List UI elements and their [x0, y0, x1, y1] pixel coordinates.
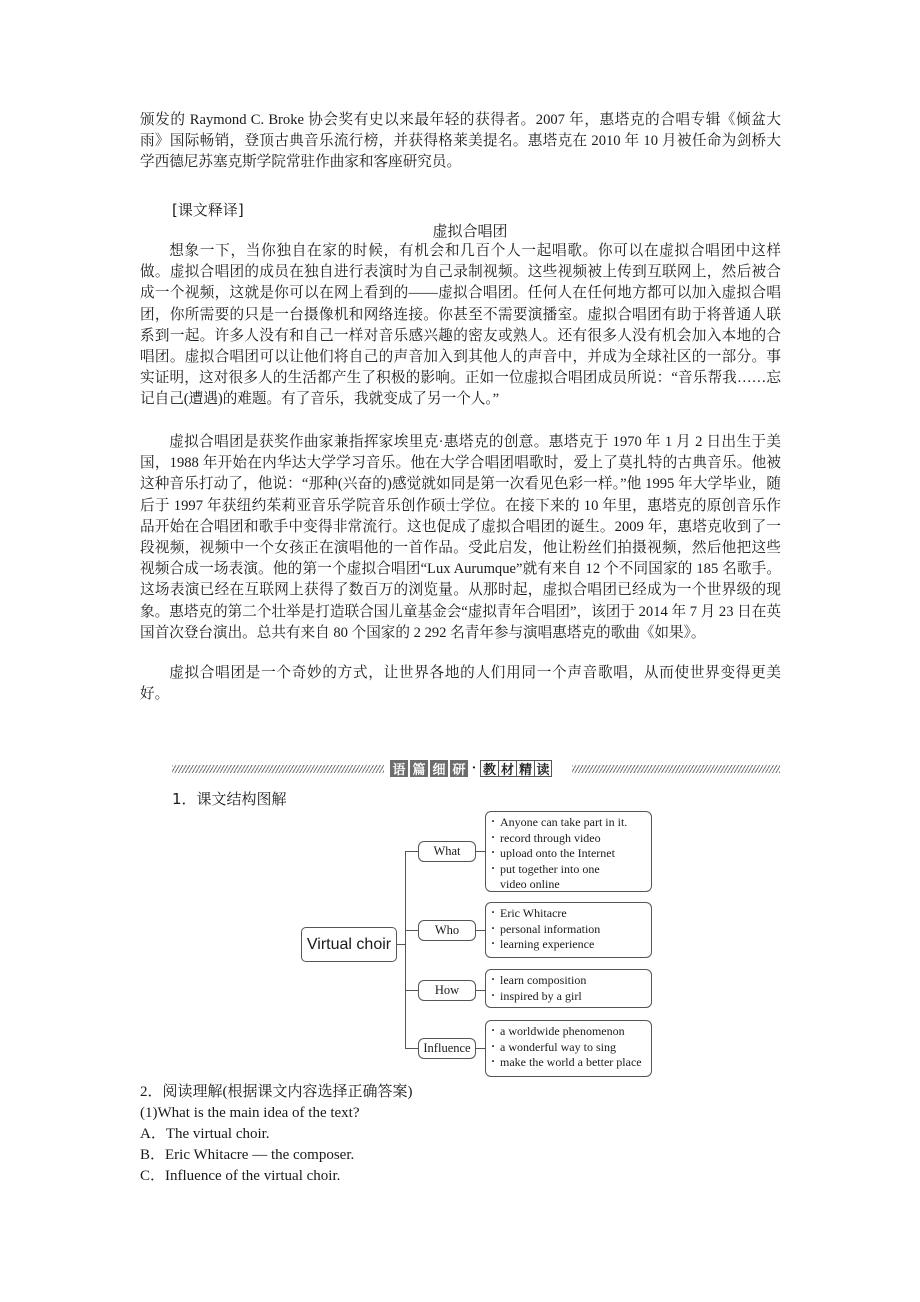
diagram-item: · make the world a better place — [491, 1055, 651, 1071]
connector-what — [405, 851, 418, 852]
banner-tile: 篇 — [410, 760, 428, 777]
question-1: (1)What is the main idea of the text? — [140, 1105, 360, 1121]
diagram-root-node: Virtual choir — [301, 927, 397, 962]
translation-paragraph-1: 想象一下，当你独自在家的时候，有机会和几百个人一起唱歌。你可以在虚拟合唱团中这样做。虚拟合唱团的成员在独自进行表演时为自己录制视频。这些视频被上传到互联网上，然后被合成一个视频，这就是你可以在网上看到的——虚拟合唱团。任何人在任何地方都可以加入虚拟合唱团，你所需要的只是一台摄像机和网络连接。你甚至不需要演播室。虚拟合唱团有助于将普通人联系到一起。许多人没有和自己一样对音乐感兴趣的密友或熟人。还有很多人没有机会加入本地的合唱团。虚拟合唱团可以让他们将自己的声音加入到其他人的声音中，并成为全球社区的一部分。事实证明，这对很多人的生活都产生了积极的影响。正如一位虚拟合唱团成员所说：“音乐帮我……忘记自己(遭遇)的难题。有了音乐，我就变成了另一个人。” — [140, 243, 781, 408]
connector-how — [405, 990, 418, 991]
connector-trunk — [405, 851, 406, 1049]
diagram-item: · upload onto the Internet — [491, 846, 651, 862]
diagram-item: · inspired by a girl — [491, 989, 651, 1005]
diagram-item: · record through video — [491, 831, 651, 847]
option-text: Eric Whitacre — the composer. — [165, 1147, 355, 1163]
banner-tile: 教 — [480, 760, 498, 777]
diagram-item: · a worldwide phenomenon — [491, 1024, 651, 1040]
translation-paragraph-3: 虚拟合唱团是一个奇妙的方式，让世界各地的人们用同一个声音歌唱，从而使世界变得更美好。 — [140, 665, 781, 703]
section2-heading: 2．阅读理解(根据课文内容选择正确答案) — [140, 1084, 413, 1100]
connector-how-content — [476, 990, 485, 991]
banner-tile: 读 — [534, 760, 552, 777]
diagram-item: video online — [500, 877, 560, 891]
diagram-item: · personal information — [491, 922, 651, 938]
translation-tag: [课文释译] — [172, 201, 244, 219]
connector-who — [405, 930, 418, 931]
connector-influence — [405, 1048, 418, 1049]
diagram-item: · learning experience — [491, 937, 651, 953]
diagram-content-influence — [485, 1020, 652, 1077]
diagram-content-who — [485, 902, 652, 958]
banner-separator: · — [471, 760, 477, 776]
diagram-label-who: Who — [418, 920, 476, 941]
banner-hatch-right — [572, 765, 780, 773]
option-letter: A． — [140, 1126, 166, 1142]
banner-tile: 细 — [430, 760, 448, 777]
diagram-item: · a wonderful way to sing — [491, 1040, 651, 1056]
connector-what-content — [476, 851, 485, 852]
section-banner — [172, 760, 780, 778]
option-letter: C． — [140, 1168, 166, 1184]
connector-root — [397, 944, 405, 945]
option-letter: B． — [140, 1147, 166, 1163]
section1-heading: 1．课文结构图解 — [172, 790, 287, 808]
diagram-label-what: What — [418, 841, 476, 862]
diagram-label-influence: Influence — [418, 1038, 476, 1059]
option-b — [140, 1145, 354, 1166]
connector-who-content — [476, 930, 485, 931]
option-text: The virtual choir. — [165, 1126, 270, 1142]
banner-tiles — [390, 760, 552, 777]
banner-tile: 语 — [390, 760, 408, 777]
banner-tile: 精 — [516, 760, 534, 777]
translation-paragraph-2: 虚拟合唱团是获奖作曲家兼指挥家埃里克·惠塔克的创意。惠塔克于 1970 年 1 月 2 日出生于美国，1988 年开始在内华达大学学习音乐。他在大学合唱团唱歌时，爱上了莫扎特的古典音乐。他被这种音乐打动了，他说：“那种(兴奋的)感觉就如同是第一次看见色彩一样。”他 1995 年大学毕业，随后于 1997 年获纽约茱莉亚音乐学院音乐创作硕士学位。在接下来的 10 年里，惠塔克的原创音乐作品开始在合唱团和歌手中变得非常流行。这也促成了虚拟合唱团的诞生。2009 年，惠塔克收到了一段视频，视频中一个女孩正在演唱他的一首作品。受此启发，他让粉丝们拍摄视频，然后他把这些视频合成一场表演。他的第一个虚拟合唱团“Lux Aurumque”就有来自 12 个不同国家的 185 名歌手。这场表演已经在互联网上获得了数百万的浏览量。从那时起，虚拟合唱团已经成为一个世界级的现象。惠塔克的第二个壮举是打造联合国儿童基金会“虚拟青年合唱团”，该团于 2014 年 7 月 23 日在英国首次登台演出。总共有来自 80 个国家的 2 292 名青年参与演唱惠塔克的歌曲《如果》。 — [140, 434, 781, 641]
banner-tile: 研 — [450, 760, 468, 777]
option-text: Influence of the virtual choir. — [165, 1168, 341, 1184]
option-a — [140, 1124, 270, 1145]
diagram-item: · Eric Whitacre — [491, 906, 651, 922]
option-c — [140, 1166, 340, 1187]
banner-hatch-left — [172, 765, 384, 773]
diagram-item: · Anyone can take part in it. — [491, 815, 651, 831]
intro-paragraph: 颁发的 Raymond C. Broke 协会奖有史以来最年轻的获得者。2007 年，惠塔克的合唱专辑《倾盆大雨》国际畅销，登顶古典音乐流行榜，并获得格莱美提名。惠塔克在 2010 年 10 月被任命为剑桥大学西德尼苏塞克斯学院常驻作曲家和客座研究员。 — [140, 112, 781, 171]
diagram-item: · learn composition — [491, 973, 651, 989]
diagram-label-how: How — [418, 980, 476, 1001]
translation-title: 虚拟合唱团 — [432, 222, 508, 240]
diagram-content-what — [485, 811, 652, 892]
banner-tile: 材 — [498, 760, 516, 777]
diagram-content-how — [485, 969, 652, 1008]
connector-influence-content — [476, 1048, 485, 1049]
diagram-item: · put together into one — [491, 862, 651, 878]
